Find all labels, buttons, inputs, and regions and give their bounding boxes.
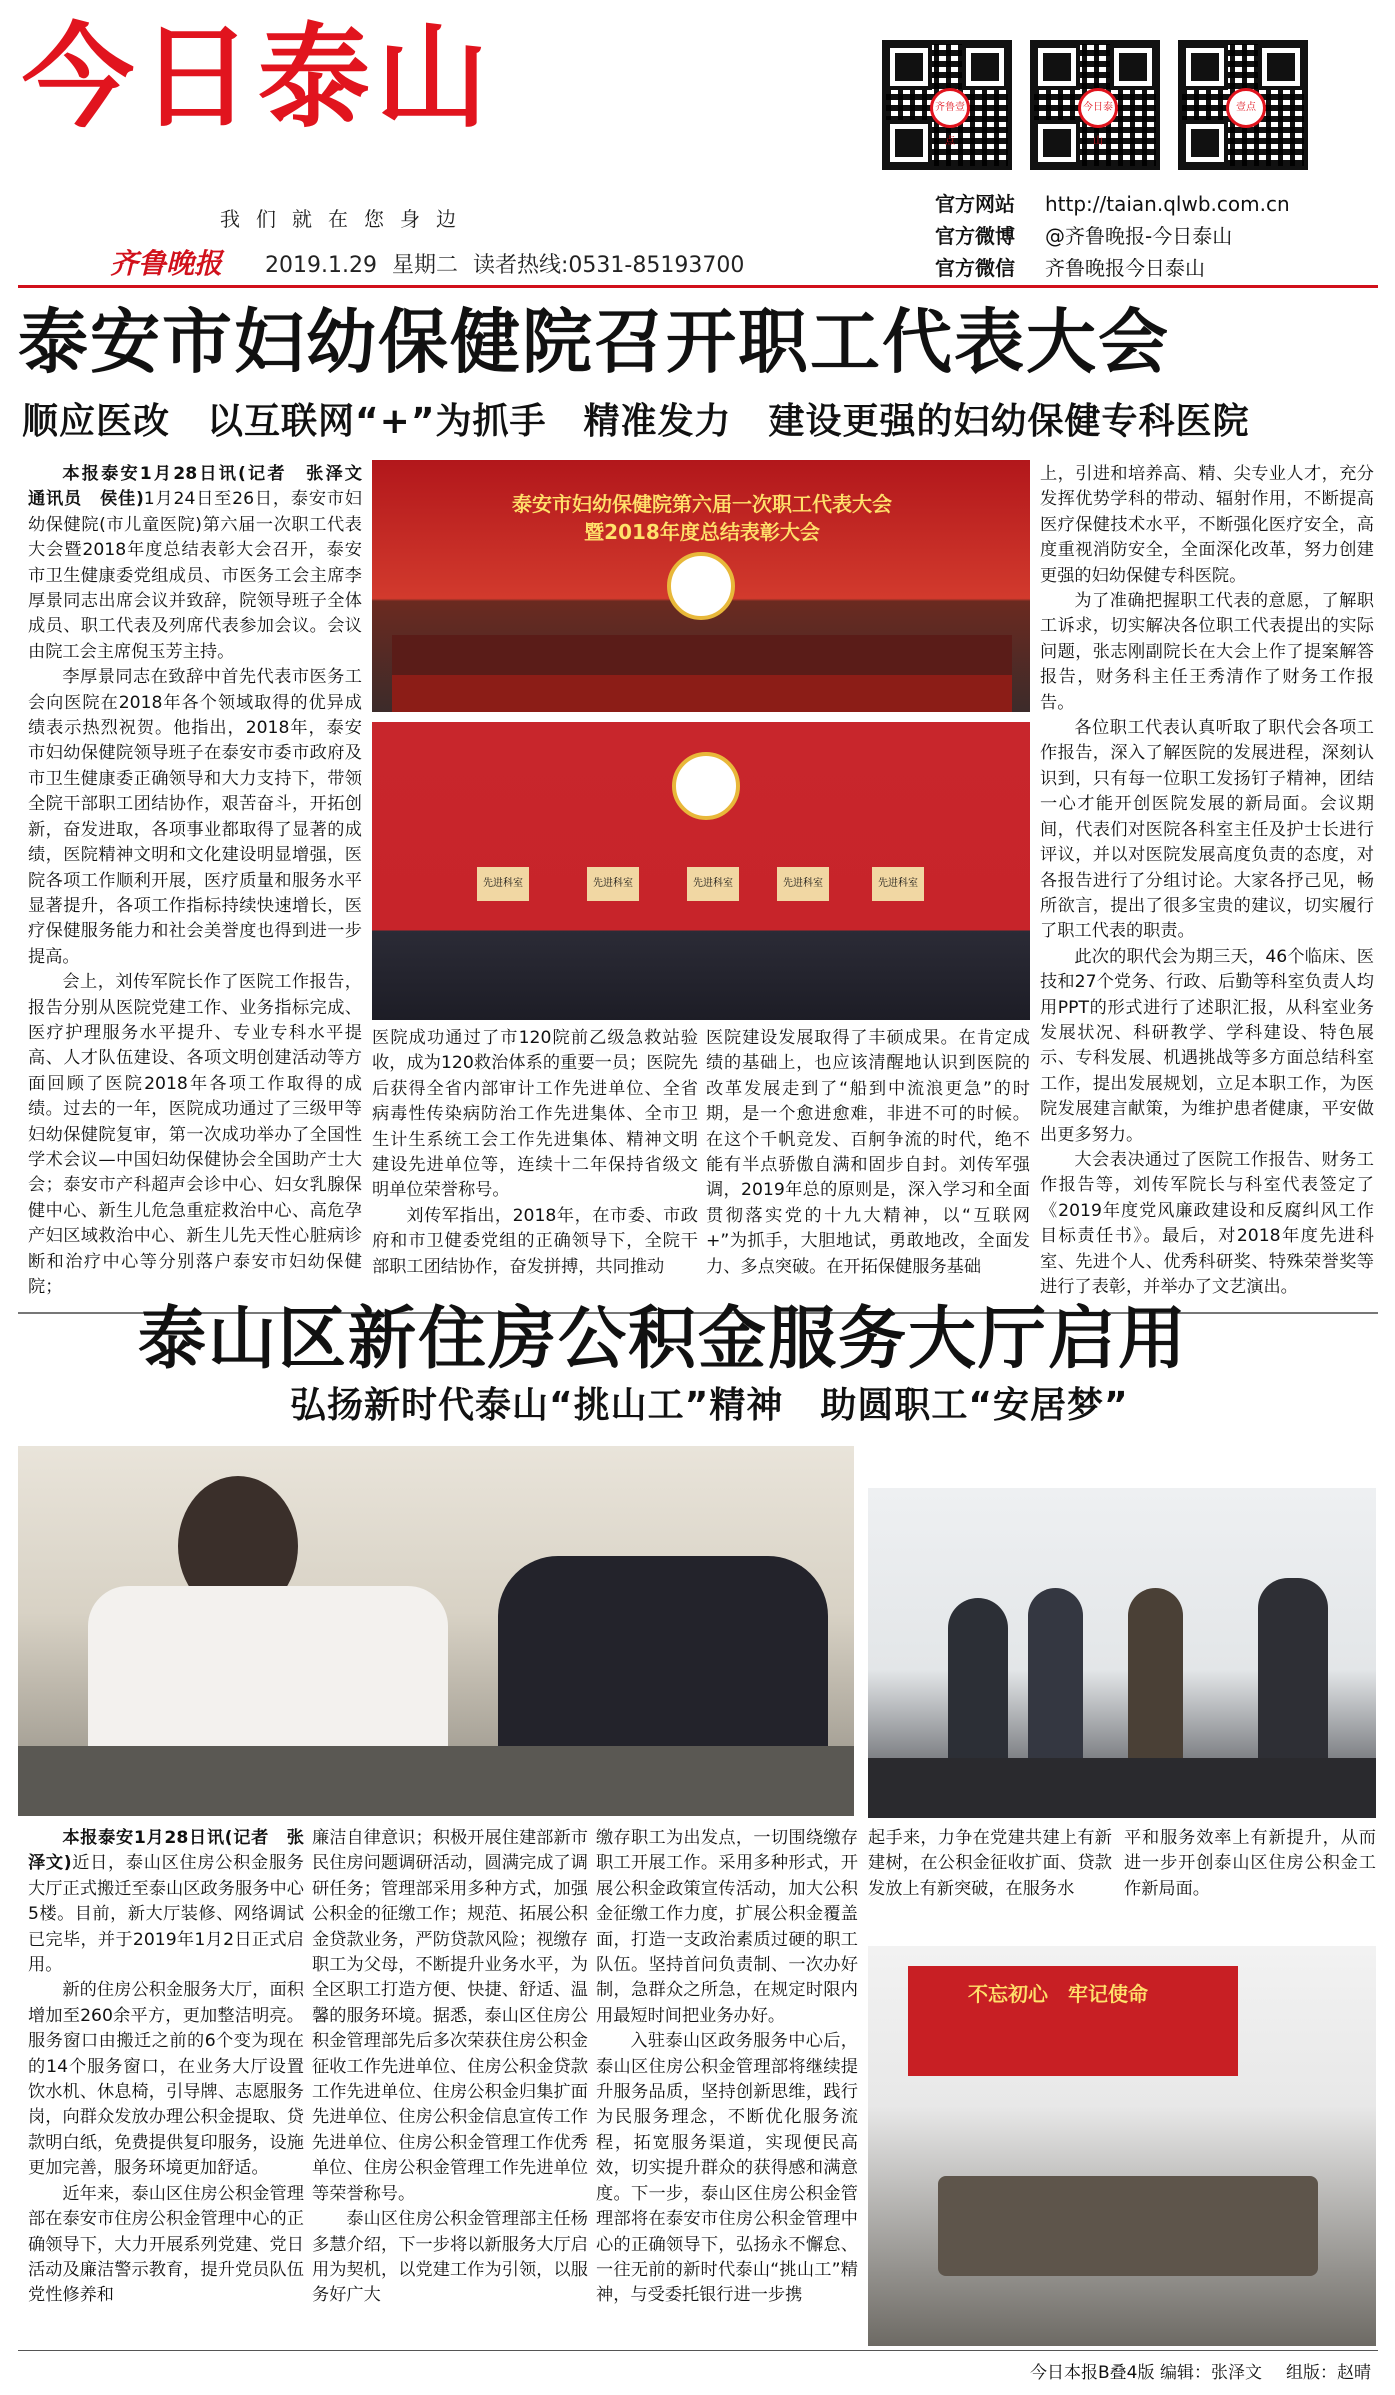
article2-paragraph: 廉洁自律意识；积极开展住建部新市民住房问题调研活动，圆满完成了调研任务；管理部采用多种方式，加强公积金的征缴工作；规范、拓展公积金贷款业务，严防贷款风险；视缴存职工为父母，不断提升业务水平，为全区职工打造方便、快捷、舒适、温馨的服务环境。据悉，泰山区住房公积金管理部先后多次荣获住房公积金征收工作先进单位、住房公积金贷款工作先进单位、住房公积金归集扩面先进单位、住房公积金信息宣传工作先进单位、住房公积金管理工作优秀单位、住房公积金管理工作先进单位等荣誉称号。 xyxy=(312,1828,588,2204)
article1-paragraph: 各位职工代表认真听取了职代会各项工作报告，深入了解医院的发展进程，深刻认识到，只有每一位职工发扬钉子精神，团结一心才能开创医院发展的新局面。会议期间，代表们对医院各科室主任及护士长进行评议，并以对医院发展高度负责的态度，对各报告进行了分组讨论。大家各抒己见，畅所欲言，提出了很多宝贵的建议，切实履行了职工代表的职责。 xyxy=(1040,718,1374,942)
award-plaque: 先进科室 xyxy=(587,867,639,901)
person xyxy=(1028,1588,1083,1778)
article2-paragraph: 入驻泰山区政务服务中心后，泰山区住房公积金管理部将继续提升服务品质，坚持创新思维，践行为民服务理念，不断优化服务流程，拓宽服务渠道，实现便民高效，切实提升群众的获得感和满意度。下一步，泰山区住房公积金管理部将在泰安市住房公积金管理中心的正确领导下，弘扬永不懈怠、一往无前的新时代泰山“挑山工”精神，与受委托银行进一步携 xyxy=(596,2031,858,2306)
article1-column-1: 本报泰安1月28日讯(记者 张泽文 通讯员 侯佳)1月24日至26日，泰安市妇幼保健院(市儿童医院)第六届一次职工代表大会暨2018年度总结表彰大会召开，泰安市卫生健康委党组成员、市医务工会主席李厚景同志出席会议并致辞，院领导班子全体成员、职工代表及列席代表参加会议。会议由院工会主席倪玉芳主持。 李厚景同志在致辞中首先代表市医务工会向医院在2018年各个领域取得的优异成绩表示热烈祝贺。他指出，2018年，泰安市妇幼保健院领导班子在泰安市委市政府及市卫生健康委正确领导和大力支持下，带领全院干部职工团结协作，艰苦奋斗，开拓创新，奋发进取，各项事业都取得了显著的成绩，医院精神文明和文化建设明显增强，医院各项工作顺利开展，医疗质量和服务水平显著提升，各项工作指标持续快速增长，医疗保健服务能力和社会美誉度也得到进一步提高。 会上，刘传军院长作了医院工作报告，报告分别从医院党建工作、业务指标完成、医疗护理服务水平提升、专业专科水平提高、人才队伍建设、各项文明创建活动等方面回顾了医院2018年各项工作取得的成绩。过去的一年，医院成功通过了三级甲等妇幼保健院复审，第一次成功举办了全国性学术会议—中国妇幼保健协会全国助产士大会；泰安市产科超声会诊中心、妇女乳腺保健中心、新生儿危急重症救治中心、高危孕产妇区域救治中心、新生儿先天性心脏病诊断和治疗中心等分别落户泰安市妇幼保健院； xyxy=(28,462,362,1302)
article1-subhead: 顺应医改 以互联网“+”为抓手 精准发力 建设更强的妇幼保健专科医院 xyxy=(22,401,1250,442)
brand-logo: 齐鲁晚报 xyxy=(110,247,223,280)
wall-poster xyxy=(908,1966,1238,2076)
article1-byline: 本报泰安1月28日讯(记者 张泽文 通讯员 侯佳) xyxy=(28,464,380,510)
article2-column-1: 本报泰安1月28日讯(记者 张泽文)近日，泰山区住房公积金服务大厅正式搬迁至泰山区政务服务中心5楼。目前，新大厅装修、网络调试已完毕，并于2019年1月2日正式启用。 新的住房公积金服务大厅，面积增加至260余平方，更加整洁明亮。服务窗口由搬迁之前的6个变为现在的14个服务窗口，在业务大厅设置饮水机、休息椅，引导牌、志愿服务岗，向群众发放办理公积金提取、贷款明白纸，免费提供复印服务，设施更加完善，服务环境更加舒适。 近年来，泰山区住房公积金管理部在泰安市住房公积金管理中心的正确领导下，大力开展系列党建、党日活动及廉洁警示教育，提升党员队伍党性修养和 xyxy=(28,1826,304,2346)
article1-paragraph: 为了准确把握职工代表的意愿，了解职工诉求，切实解决各位职工代表提出的实际问题，张志刚副院长在大会上作了提案解答报告，财务科主任王秀清作了财务工作报告。 xyxy=(1040,591,1374,713)
contact-wechat: 官方微信 齐鲁晚报今日泰山 xyxy=(935,256,1205,280)
article2-photo-service-hall xyxy=(18,1446,854,1816)
masthead-slogan: 我们就在您身边 xyxy=(220,207,472,231)
photo-banner-line2: 暨2018年度总结表彰大会 xyxy=(584,520,820,544)
hospital-emblem-icon xyxy=(672,752,740,820)
award-plaque: 先进科室 xyxy=(872,867,924,901)
hotline-label: 读者热线: xyxy=(472,253,569,278)
masthead-title: 今日泰山 xyxy=(22,13,494,143)
qr-code-icon xyxy=(882,40,1012,170)
article1-paragraph: 医院成功通过了市120院前乙级急救站验收，成为120救治体系的重要一员；医院先后获得全省内部审计工作先进单位、全省病毒性传染病防治工作先进集体、全市卫生计生系统工会工作先进集体、精神文明建设先进单位等，连续十二年保持省级文明单位荣誉称号。 xyxy=(372,1028,698,1201)
article1-photo-meeting xyxy=(372,460,1030,712)
article2-paragraph: 近年来，泰山区住房公积金管理部在泰安市住房公积金管理中心的正确领导下，大力开展系列党建、党日活动及廉洁警示教育，提升党员队伍党性修养和 xyxy=(28,2183,304,2306)
article2-column-4 xyxy=(868,1826,1112,1936)
article1-headline: 泰安市妇幼保健院召开职工代表大会 xyxy=(18,301,1170,383)
article1-column-2 xyxy=(372,1026,698,1306)
article2-column-3 xyxy=(596,1826,858,2346)
contact-weibo: 官方微博 @齐鲁晚报-今日泰山 xyxy=(935,224,1233,248)
article1-paragraph: 大会表决通过了医院工作报告、财务工作报告等，刘传军院长与科室代表签定了《2019年度党风廉政建设和反腐纠风工作目标责任书》。最后，对2018年度先进科室、先进个人、优秀科研奖、特殊荣誉奖等进行了表彰，并举办了文艺演出。 xyxy=(1040,1149,1374,1297)
stage-table xyxy=(392,635,1012,675)
service-counter xyxy=(18,1746,854,1816)
article2-headline: 泰山区新住房公积金服务大厅启用 xyxy=(138,1300,1189,1379)
article1-paragraph: 刘传军指出，2018年，在市委、市政府和市卫健委党组的正确领导下，全院干部职工团结协作，奋发拼搏，共同推动 xyxy=(372,1205,698,1277)
footer-divider xyxy=(18,2350,1378,2351)
article2-paragraph: 缴存职工为出发点，一切围绕缴存职工开展工作。采用多种形式，开展公积金政策宣传活动，加大公积金征缴工作力度，扩展公积金覆盖面，打造一支政治素质过硬的职工队伍。坚持首问负责制、一次办好制，急群众之所急，在规定时限内用最短时间把业务办好。 xyxy=(596,1828,858,2026)
service-counter xyxy=(868,1758,1376,1818)
article2-column-5 xyxy=(1124,1826,1376,1936)
footer-pages: 今日本报B叠4版 xyxy=(1030,2363,1155,2383)
article1-paragraph: 李厚景同志在致辞中首先代表市医务工会向医院在2018年各个领域取得的优异成绩表示热烈祝贺。他指出，2018年，泰安市妇幼保健院领导班子在泰安市委市政府及市卫生健康委正确领导和大力支持下，带领全院干部职工团结协作，艰苦奋斗，开拓创新，奋发进取，各项事业都取得了显著的成绩，医院精神文明和文化建设明显增强，医院各项工作顺利开展，医疗质量和服务水平显著提升，各项工作指标持续快速增长，医疗保健服务能力和社会美誉度也得到进一步提高。 xyxy=(28,667,362,967)
masthead-divider xyxy=(18,285,1378,288)
qr-code-icon xyxy=(1030,40,1160,170)
article1-paragraph: 会上，刘传军院长作了医院工作报告，报告分别从医院党建工作、业务指标完成、医疗护理服务水平提升、专业专科水平提高、人才队伍建设、各项文明创建活动等方面回顾了医院2018年各项工作取得的成绩。过去的一年，医院成功通过了三级甲等妇幼保健院复审，第一次成功举办了全国性学术会议—中国妇幼保健协会全国助产士大会；泰安市产科超声会诊中心、妇女乳腺保健中心、新生儿危急重症救治中心、高危孕产妇区域救治中心、新生儿先天性心脏病诊断和治疗中心等分别落户泰安市妇幼保健院； xyxy=(28,972,362,1297)
article2-paragraph: 起手来，力争在党建共建上有新建树，在公积金征收扩面、贷款发放上有新突破，在服务水 xyxy=(868,1828,1112,1899)
article1-photo-awards xyxy=(372,722,1030,1020)
hotline-number: 0531-85193700 xyxy=(568,253,745,278)
person xyxy=(948,1598,1008,1778)
article2-subhead: 弘扬新时代泰山“挑山工”精神 助圆职工“安居梦” xyxy=(290,1385,1129,1426)
article1-paragraph: 上，引进和培养高、精、尖专业人才，充分发挥优势学科的带动、辐射作用，不断提高医疗保健技术水平，不断强化医疗安全，高度重视消防安全，全面深化改革，努力创建更强的妇幼保健专科医院。 xyxy=(1040,464,1374,586)
qr-label: 齐鲁壹点 xyxy=(930,88,970,128)
website-link[interactable]: http://taian.qlwb.com.cn xyxy=(1045,192,1290,216)
dateline xyxy=(265,248,744,279)
article1-column-4 xyxy=(1040,462,1374,1302)
qr-label: 今日泰山 xyxy=(1078,88,1118,128)
contact-block xyxy=(935,188,1290,284)
award-plaque: 先进科室 xyxy=(477,867,529,901)
poster-slogan: 不忘初心 牢记使命 xyxy=(968,1982,1148,2006)
person xyxy=(1128,1588,1183,1778)
page-footer xyxy=(0,2354,1395,2384)
article1-column-3 xyxy=(706,1026,1030,1306)
meeting-table xyxy=(938,2176,1318,2276)
photo-banner-line1: 泰安市妇幼保健院第六届一次职工代表大会 xyxy=(512,492,892,516)
stage-front xyxy=(392,675,1012,712)
article2-photo-visit xyxy=(868,1488,1376,1818)
award-plaque: 先进科室 xyxy=(687,867,739,901)
article1-paragraph: 此次的职代会为期三天，46个临床、医技和27个党务、行政、后勤等科室负责人均用PPT的形式进行了述职汇报，从科室业务发展状况、科研教学、学科建设、特色展示、专科发展、机遇挑战等多方面总结科室工作，提出发展规划，立足本职工作，为医院发展建言献策，为维护患者健康，平安做出更多努力。 xyxy=(1040,946,1374,1145)
issue-date: 2019.1.29 xyxy=(265,253,377,278)
issue-weekday: 星期二 xyxy=(391,253,458,278)
article1-paragraph: 医院建设发展取得了丰硕成果。在肯定成绩的基础上，也应该清醒地认识到医院的改革发展走到了“船到中流浪更急”的时期，是一个愈进愈难，非进不可的时候。在这个千帆竞发、百舸争流的时代，绝不能有半点骄傲自满和固步自封。刘传军强调，2019年总的原则是，深入学习和全面贯彻落实党的十九大精神，以“互联网+”为抓手，大胆地试，勇敢地改，全面发力、多点突破。在开拓保健服务基础 xyxy=(706,1028,1030,1277)
award-plaque: 先进科室 xyxy=(777,867,829,901)
footer-layout: 组版：赵晴 xyxy=(1286,2363,1371,2383)
clerk xyxy=(498,1556,828,1756)
article2-photo-meeting-room xyxy=(868,1946,1376,2346)
contact-website: 官方网站 http://taian.qlwb.com.cn xyxy=(935,192,1290,216)
hospital-emblem-icon xyxy=(667,552,735,620)
article2-column-2 xyxy=(312,1826,588,2346)
article2-paragraph: 平和服务效率上有新提升，从而进一步开创泰山区住房公积金工作新局面。 xyxy=(1124,1828,1376,1899)
article2-paragraph: 泰山区住房公积金管理部主任杨多慧介绍，下一步将以新服务大厅启用为契机，以党建工作为引领，以服务好广大 xyxy=(312,2209,588,2306)
footer-editor: 编辑：张泽文 xyxy=(1160,2363,1262,2383)
qr-code-icon xyxy=(1178,40,1308,170)
person xyxy=(1258,1578,1328,1778)
article2-paragraph: 新的住房公积金服务大厅，面积增加至260余平方，更加整洁明亮。服务窗口由搬迁之前的6个变为现在的14个服务窗口，在业务大厅设置饮水机、休息椅，引导牌、志愿服务岗，向群众发放办理公积金提取、贷款明白纸，免费提供复印服务，设施更加完善，服务环境更加舒适。 xyxy=(28,1980,304,2179)
article2-byline: 本报泰安1月28日讯(记者 张泽文) xyxy=(28,1828,304,1874)
qr-label: 壹点 xyxy=(1226,88,1266,128)
